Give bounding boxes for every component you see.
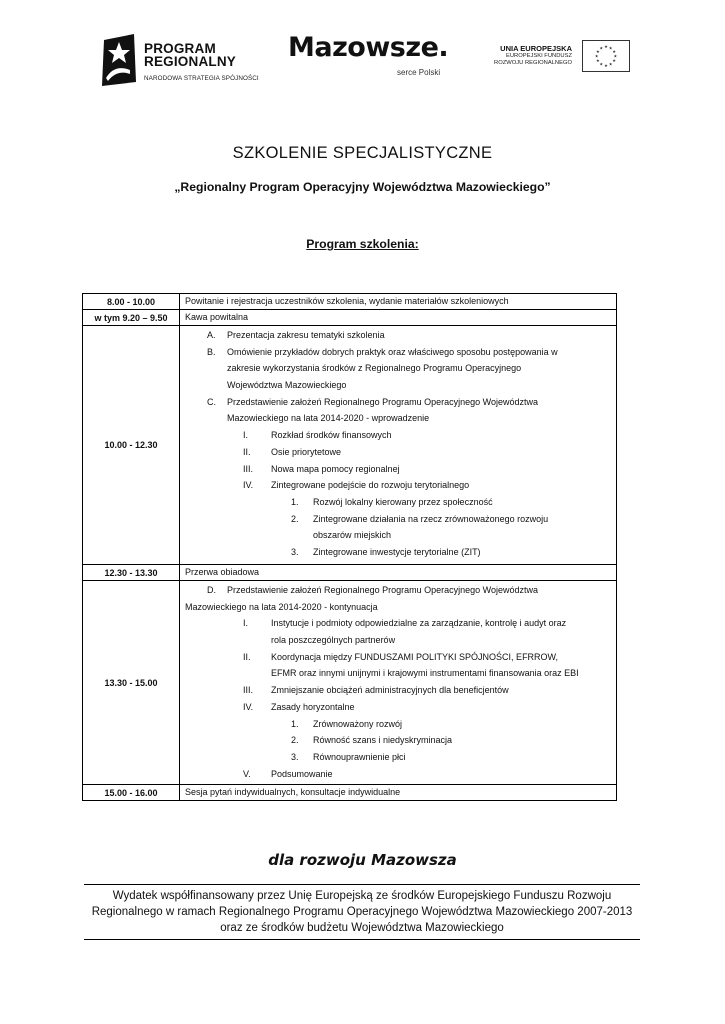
agenda-item	[185, 544, 616, 561]
agenda-item-text: Instytucje i podmioty odpowiedzialne za zarządzanie, kontrolę i audyt oraz	[271, 618, 567, 629]
description-cell	[180, 326, 617, 565]
agenda-list	[185, 326, 616, 561]
agenda-item-text: Przedstawienie założeń Regionalnego Programu Operacyjnego Województwa	[227, 396, 539, 407]
agenda-item	[185, 599, 616, 616]
agenda-item-marker: A.	[207, 330, 216, 340]
agenda-item	[185, 477, 616, 494]
table-row	[83, 310, 617, 326]
mazowsze-tagline: serce Polski	[397, 68, 441, 77]
agenda-item	[185, 511, 616, 528]
program-heading: Program szkolenia:	[306, 237, 419, 251]
agenda-item-text: Zrównoważony rozwój	[313, 718, 403, 729]
agenda-item-text: Omówienie przykładów dobrych praktyk oraz właściwego sposobu postępowania w	[227, 346, 558, 357]
agenda-item	[185, 649, 616, 666]
agenda-item-text: Rozwój lokalny kierowany przez społeczność	[313, 496, 493, 507]
eu-star-icon: ★	[594, 53, 599, 59]
agenda-item	[185, 527, 616, 544]
agenda-item	[185, 394, 616, 411]
eu-star-icon: ★	[608, 45, 613, 51]
agenda-item-text: Województwa Mazowieckiego	[227, 380, 347, 391]
eu-star-icon: ★	[599, 61, 604, 67]
agenda-item-text: Rozkład środków finansowych	[271, 430, 392, 441]
agenda-item	[185, 360, 616, 377]
agenda-item	[185, 716, 616, 733]
time-cell: 15.00 - 16.00	[83, 785, 180, 801]
agenda-item-text: obszarów miejskich	[313, 530, 392, 541]
agenda-item	[185, 427, 616, 444]
agenda-item-text: Zintegrowane inwestycje terytorialne (ZIT)	[313, 546, 481, 557]
program-regionalny-line2: REGIONALNY	[144, 54, 237, 69]
page-subtitle: „Regionalny Program Operacyjny Województwa Mazowieckiego”	[174, 180, 551, 194]
program-regionalny-line1: PROGRAM	[144, 41, 216, 56]
eu-logo-text	[494, 44, 572, 67]
agenda-item	[185, 444, 616, 461]
eu-star-icon: ★	[604, 44, 608, 50]
table-row	[83, 565, 617, 581]
eu-logo-line2: EUROPEJSKI FUNDUSZ	[505, 53, 572, 59]
eu-star-icon: ★	[595, 48, 600, 54]
funding-note: Wydatek współfinansowany przez Unię Europejską ze środków Europejskiego Funduszu Rozwoju Regionalnego w ramach Regionalnego Programu Operacyjnego Województwa Mazowieckiego 2007-2013 oraz ze środków budżetu Województwa Mazowieckiego	[91, 890, 633, 934]
agenda-item-marker: I.	[243, 618, 249, 629]
agenda-item-marker: IV.	[243, 701, 254, 712]
program-regionalny-logo	[100, 32, 275, 88]
agenda-item-text: Przedstawienie założeń Regionalnego Programu Operacyjnego Województwa	[227, 585, 539, 595]
eu-flag-icon	[582, 40, 630, 72]
agenda-item-marker: III.	[243, 685, 254, 696]
agenda-item-marker: 3.	[291, 546, 299, 557]
agenda-item	[185, 494, 616, 511]
agenda-item-marker: C.	[207, 396, 216, 407]
agenda-item-text: Zmniejszanie obciążeń administracyjnych dla beneficjentów	[271, 685, 509, 696]
table-row	[83, 326, 617, 565]
agenda-item-text: Nowa mapa pomocy regionalnej	[271, 463, 400, 474]
agenda-item-text: Mazowieckiego na lata 2014-2020 - kontynuacja	[185, 601, 378, 612]
schedule-table	[82, 293, 617, 801]
time-cell: w tym 9.20 – 9.50	[83, 310, 180, 326]
eu-logo-line1: UNIA EUROPEJSKA	[500, 44, 572, 53]
description-cell: Kawa powitalna	[180, 310, 617, 326]
logo-bar	[0, 28, 725, 98]
mazowsze-wordmark: Mazowsze.	[288, 32, 449, 63]
program-regionalny-wordmark	[144, 42, 236, 68]
agenda-item-marker: II.	[243, 651, 251, 662]
agenda-item-text: zakresie wykorzystania środków z Regionalnego Programu Operacyjnego	[227, 363, 522, 374]
agenda-item-marker: V.	[243, 768, 251, 779]
agenda-item-text: Mazowieckiego na lata 2014-2020 - wprowadzenie	[227, 413, 430, 424]
time-cell: 12.30 - 13.30	[83, 565, 180, 581]
agenda-item	[185, 665, 616, 682]
agenda-item-text: rola poszczególnych partnerów	[271, 635, 396, 646]
agenda-item-text: Prezentacja zakresu tematyki szkolenia	[227, 330, 385, 340]
table-row	[83, 785, 617, 801]
table-row	[83, 294, 617, 310]
program-regionalny-subtitle: NARODOWA STRATEGIA SPÓJNOŚCI	[144, 75, 259, 82]
agenda-item	[185, 582, 616, 599]
eu-star-icon: ★	[612, 48, 617, 54]
eu-star-icon: ★	[613, 53, 618, 59]
agenda-item-text: EFMR oraz innymi unijnymi i krajowymi instrumentami finansowania oraz EBI	[271, 668, 579, 679]
eu-logo	[480, 40, 630, 80]
agenda-item	[185, 327, 616, 344]
agenda-item-text: Osie priorytetowe	[271, 446, 342, 457]
agenda-item-marker: 1.	[291, 496, 299, 507]
eu-star-icon: ★	[604, 62, 608, 68]
agenda-item-text: Zintegrowane działania na rzecz zrównoważonego rozwoju	[313, 513, 549, 524]
program-regionalny-emblem-icon	[100, 34, 138, 86]
agenda-item	[185, 699, 616, 716]
agenda-item	[185, 632, 616, 649]
eu-logo-line3: ROZWOJU REGIONALNEGO	[494, 60, 572, 66]
agenda-item-marker: B.	[207, 346, 216, 357]
agenda-item	[185, 682, 616, 699]
description-cell	[180, 581, 617, 785]
agenda-item	[185, 615, 616, 632]
table-row	[83, 581, 617, 785]
agenda-item-marker: 3.	[291, 751, 299, 762]
description-cell: Przerwa obiadowa	[180, 565, 617, 581]
time-cell: 8.00 - 10.00	[83, 294, 180, 310]
agenda-item-marker: D.	[207, 585, 216, 595]
agenda-item	[185, 749, 616, 766]
footer-tagline: dla rozwoju Mazowsza	[268, 851, 457, 869]
mazowsze-logo	[288, 32, 458, 82]
agenda-item	[185, 344, 616, 361]
eu-star-icon: ★	[608, 61, 613, 67]
agenda-item-text: Równość szans i niedyskryminacja	[313, 735, 453, 746]
agenda-item-marker: II.	[243, 446, 251, 457]
agenda-item-marker: IV.	[243, 480, 254, 491]
agenda-list	[185, 581, 616, 782]
footer-top-divider	[84, 884, 640, 885]
agenda-item-text: Podsumowanie	[271, 768, 333, 779]
eu-star-icon: ★	[595, 58, 600, 64]
agenda-item	[185, 461, 616, 478]
agenda-item-text: Równouprawnienie płci	[313, 751, 406, 762]
agenda-item-marker: 2.	[291, 735, 299, 746]
agenda-item	[185, 732, 616, 749]
eu-star-icon: ★	[599, 45, 604, 51]
agenda-item	[185, 766, 616, 783]
time-cell: 10.00 - 12.30	[83, 326, 180, 565]
description-cell: Sesja pytań indywidualnych, konsultacje indywidualne	[180, 785, 617, 801]
description-cell: Powitanie i rejestracja uczestników szkolenia, wydanie materiałów szkoleniowych	[180, 294, 617, 310]
time-cell: 13.30 - 15.00	[83, 581, 180, 785]
agenda-item-marker: I.	[243, 430, 249, 441]
agenda-item-marker: 1.	[291, 718, 299, 729]
agenda-item-text: Koordynacja między FUNDUSZAMI POLITYKI SPÓJNOŚCI, EFRROW,	[271, 651, 559, 662]
eu-star-icon: ★	[612, 58, 617, 64]
agenda-item	[185, 377, 616, 394]
agenda-item	[185, 410, 616, 427]
agenda-item-text: Zasady horyzontalne	[271, 701, 355, 712]
agenda-item-text: Zintegrowane podejście do rozwoju terytorialnego	[271, 480, 470, 491]
agenda-item-marker: 2.	[291, 513, 299, 524]
agenda-item-marker: III.	[243, 463, 254, 474]
footer-bottom-divider	[84, 939, 640, 940]
page-title: SZKOLENIE SPECJALISTYCZNE	[232, 144, 493, 162]
